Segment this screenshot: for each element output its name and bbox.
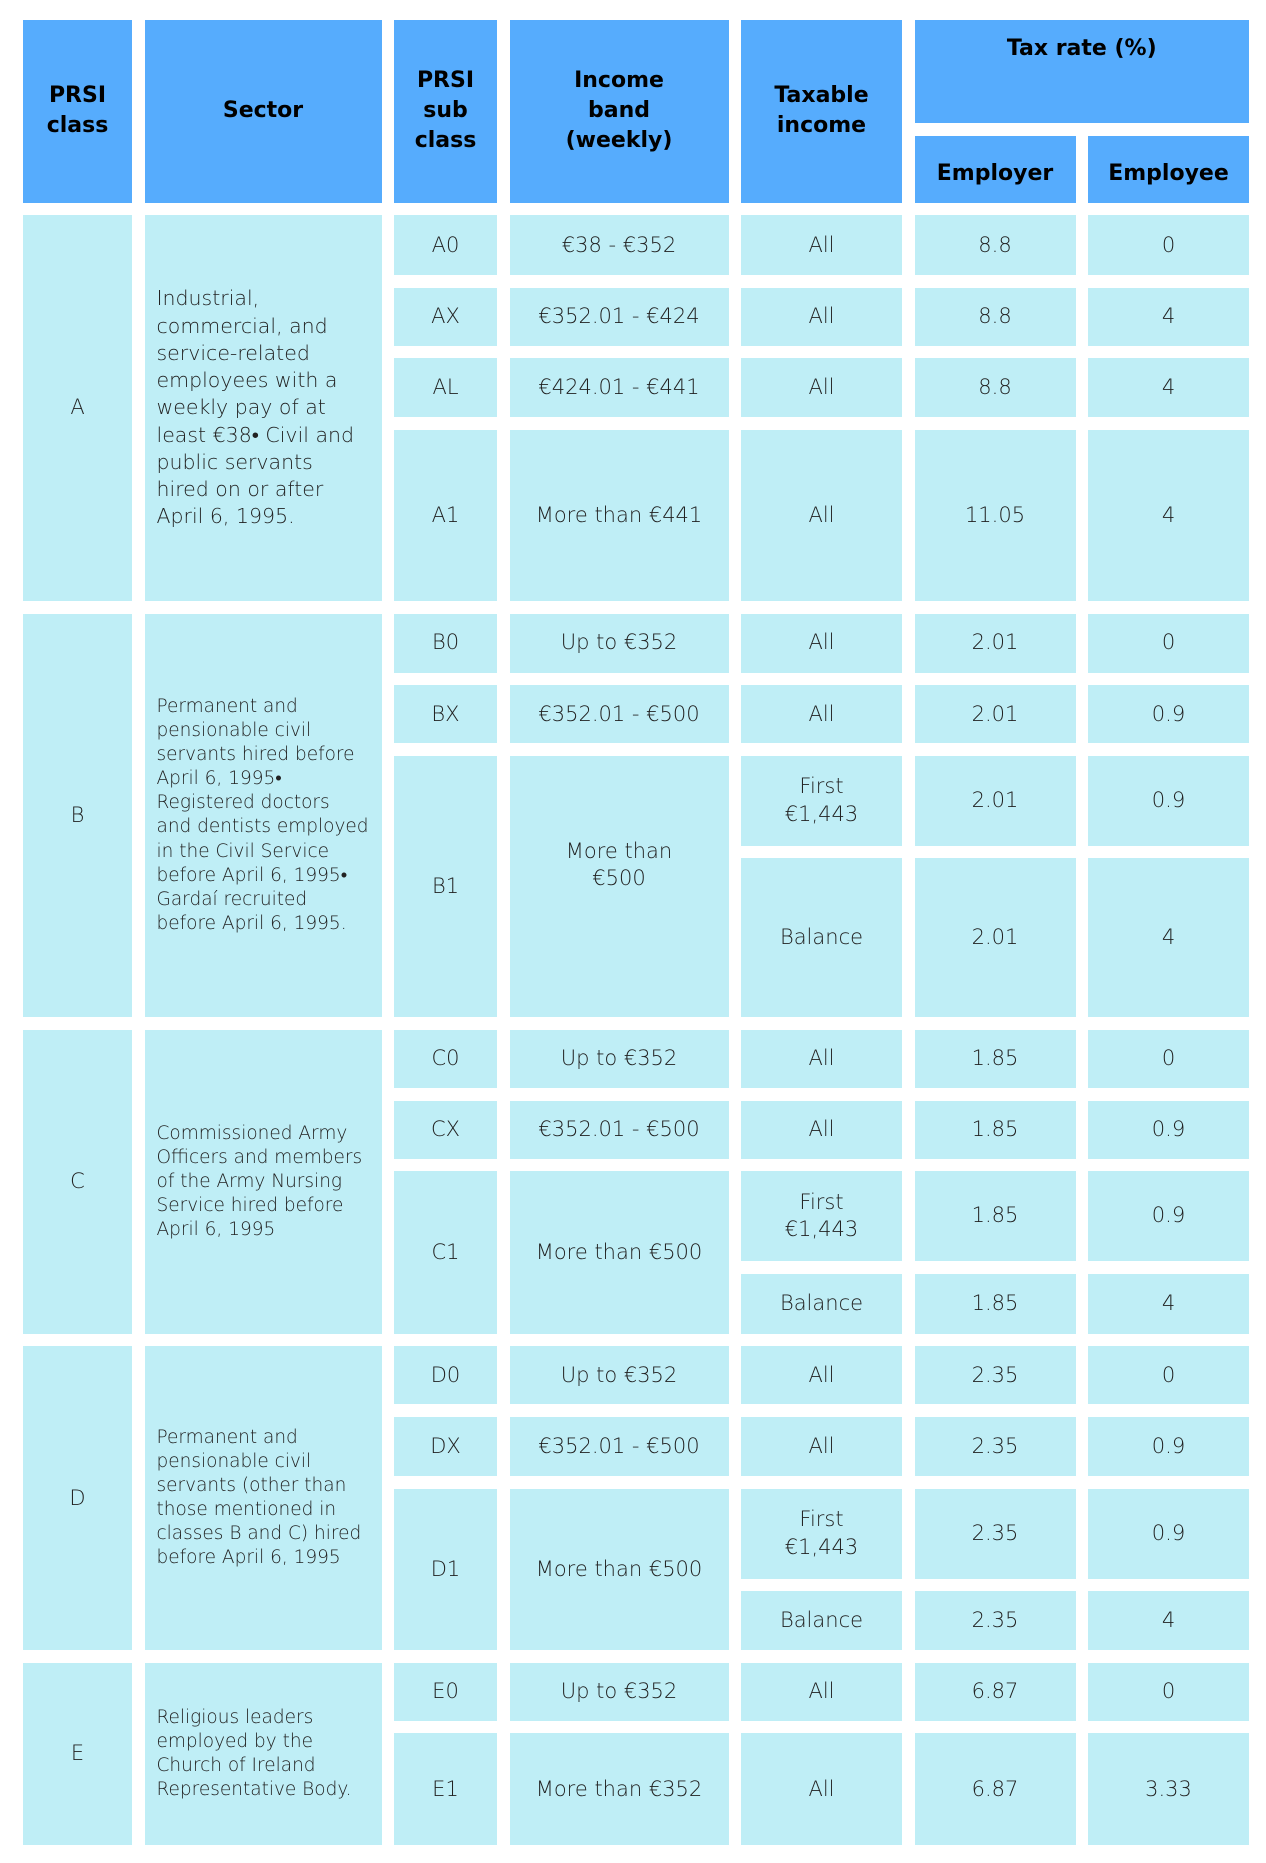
employee-rate-cell: 4 xyxy=(1088,1274,1249,1334)
taxable-income-cell: All xyxy=(741,685,902,743)
income-band-cell: Up to €352 xyxy=(510,1663,729,1721)
employer-rate-cell: 1.85 xyxy=(915,1171,1076,1261)
taxable-income-cell: First €1,443 xyxy=(741,1489,902,1579)
employer-rate-cell: 2.35 xyxy=(915,1346,1076,1404)
employee-rate-cell: 4 xyxy=(1088,1591,1249,1650)
employer-rate-cell: 8.8 xyxy=(915,358,1076,417)
employer-rate-cell: 2.01 xyxy=(915,685,1076,743)
taxable-income-cell: First €1,443 xyxy=(741,1171,902,1261)
sector-cell: Religious leaders employed by the Church of Ireland Representative Body. xyxy=(145,1663,382,1846)
employee-rate-cell: 0.9 xyxy=(1088,756,1249,846)
employer-rate-cell: 6.87 xyxy=(915,1733,1076,1845)
sector-cell: Permanent and pensionable civil servants (other than those mentioned in classes B and C) hired before April 6, 1995 xyxy=(145,1346,382,1650)
header-employer: Employer xyxy=(915,136,1076,203)
income-band-cell: Up to €352 xyxy=(510,614,729,673)
employee-rate-cell: 0 xyxy=(1088,215,1249,275)
income-band-cell: €352.01 - €500 xyxy=(510,685,729,743)
sub-class-cell: BX xyxy=(394,685,497,743)
employer-rate-cell: 1.85 xyxy=(915,1274,1076,1334)
sub-class-cell: A1 xyxy=(394,430,497,601)
employer-rate-cell: 8.8 xyxy=(915,288,1076,346)
employer-rate-cell: 6.87 xyxy=(915,1663,1076,1721)
sub-class-cell: B1 xyxy=(394,756,497,1018)
header-prsi-sub-class: PRSI sub class xyxy=(394,20,497,203)
income-band-cell: €352.01 - €500 xyxy=(510,1417,729,1476)
taxable-income-cell: Balance xyxy=(741,1591,902,1650)
taxable-income-cell: All xyxy=(741,1733,902,1845)
prsi-class-cell: C xyxy=(23,1030,132,1334)
income-band-cell: More than €441 xyxy=(510,430,729,601)
taxable-income-cell: All xyxy=(741,614,902,673)
employer-rate-cell: 1.85 xyxy=(915,1030,1076,1088)
taxable-income-cell: First €1,443 xyxy=(741,756,902,846)
employee-rate-cell: 4 xyxy=(1088,858,1249,1017)
sub-class-cell: D1 xyxy=(394,1489,497,1651)
employee-rate-cell: 4 xyxy=(1088,358,1249,417)
header-prsi-class: PRSI class xyxy=(23,20,132,203)
sub-class-cell: E0 xyxy=(394,1663,497,1721)
sub-class-cell: AL xyxy=(394,358,497,417)
header-sector: Sector xyxy=(145,20,382,203)
income-band-cell: €424.01 - €441 xyxy=(510,358,729,417)
sector-cell: Industrial, commercial, and service-related employees with a weekly pay of at least €38• Civil and public servants hired on or after April 6, 1995. xyxy=(145,215,382,601)
employee-rate-cell: 0.9 xyxy=(1088,1417,1249,1476)
taxable-income-cell: Balance xyxy=(741,1274,902,1334)
income-band-cell: €352.01 - €500 xyxy=(510,1101,729,1159)
employee-rate-cell: 0.9 xyxy=(1088,1489,1249,1579)
sub-class-cell: C1 xyxy=(394,1171,497,1334)
employee-rate-cell: 0 xyxy=(1088,614,1249,673)
employee-rate-cell: 4 xyxy=(1088,288,1249,346)
income-band-cell: Up to €352 xyxy=(510,1030,729,1088)
employee-rate-cell: 0.9 xyxy=(1088,1171,1249,1261)
sub-class-cell: C0 xyxy=(394,1030,497,1088)
taxable-income-cell: All xyxy=(741,358,902,417)
employer-rate-cell: 2.01 xyxy=(915,614,1076,673)
sub-class-cell: E1 xyxy=(394,1733,497,1845)
sub-class-cell: A0 xyxy=(394,215,497,275)
sub-class-cell: D0 xyxy=(394,1346,497,1404)
sector-cell: Commissioned Army Officers and members of the Army Nursing Service hired before April 6, 1995 xyxy=(145,1030,382,1334)
employer-rate-cell: 2.01 xyxy=(915,858,1076,1017)
taxable-income-cell: All xyxy=(741,288,902,346)
employee-rate-cell: 0 xyxy=(1088,1346,1249,1404)
prsi-class-cell: E xyxy=(23,1663,132,1846)
employer-rate-cell: 2.35 xyxy=(915,1417,1076,1476)
taxable-income-cell: All xyxy=(741,215,902,275)
sub-class-cell: AX xyxy=(394,288,497,346)
header-taxable-income: Taxable income xyxy=(741,20,902,203)
employer-rate-cell: 2.01 xyxy=(915,756,1076,846)
income-band-cell: More than €500 xyxy=(510,1489,729,1651)
employee-rate-cell: 0 xyxy=(1088,1663,1249,1721)
employee-rate-cell: 0 xyxy=(1088,1030,1249,1088)
prsi-table xyxy=(23,20,1249,1845)
taxable-income-cell: All xyxy=(741,1663,902,1721)
header-income-band: Income band (weekly) xyxy=(510,20,729,203)
employer-rate-cell: 11.05 xyxy=(915,430,1076,601)
sub-class-cell: DX xyxy=(394,1417,497,1476)
income-band-cell: More than €352 xyxy=(510,1733,729,1845)
prsi-class-cell: B xyxy=(23,614,132,1018)
taxable-income-cell: All xyxy=(741,1417,902,1476)
prsi-class-cell: A xyxy=(23,215,132,601)
employee-rate-cell: 4 xyxy=(1088,430,1249,601)
taxable-income-cell: All xyxy=(741,1101,902,1159)
income-band-cell: €352.01 - €424 xyxy=(510,288,729,346)
employer-rate-cell: 2.35 xyxy=(915,1591,1076,1650)
taxable-income-cell: All xyxy=(741,1346,902,1404)
taxable-income-cell: All xyxy=(741,1030,902,1088)
income-band-cell: More than €500 xyxy=(510,756,729,1018)
sub-class-cell: CX xyxy=(394,1101,497,1159)
header-tax-rate: Tax rate (%) xyxy=(915,20,1250,123)
sector-cell: Permanent and pensionable civil servants hired before April 6, 1995• Registered doctors and dentists employed in the Civil Service before April 6, 1995• Gardaí recruited before April 6, 1995. xyxy=(145,614,382,1018)
employer-rate-cell: 1.85 xyxy=(915,1101,1076,1159)
employee-rate-cell: 0.9 xyxy=(1088,685,1249,743)
taxable-income-cell: All xyxy=(741,430,902,601)
taxable-income-cell: Balance xyxy=(741,858,902,1017)
employer-rate-cell: 2.35 xyxy=(915,1489,1076,1579)
employee-rate-cell: 3.33 xyxy=(1088,1733,1249,1845)
prsi-class-cell: D xyxy=(23,1346,132,1650)
income-band-cell: €38 - €352 xyxy=(510,215,729,275)
income-band-cell: Up to €352 xyxy=(510,1346,729,1404)
employer-rate-cell: 8.8 xyxy=(915,215,1076,275)
sub-class-cell: B0 xyxy=(394,614,497,673)
income-band-cell: More than €500 xyxy=(510,1171,729,1334)
employee-rate-cell: 0.9 xyxy=(1088,1101,1249,1159)
header-employee: Employee xyxy=(1088,136,1249,203)
